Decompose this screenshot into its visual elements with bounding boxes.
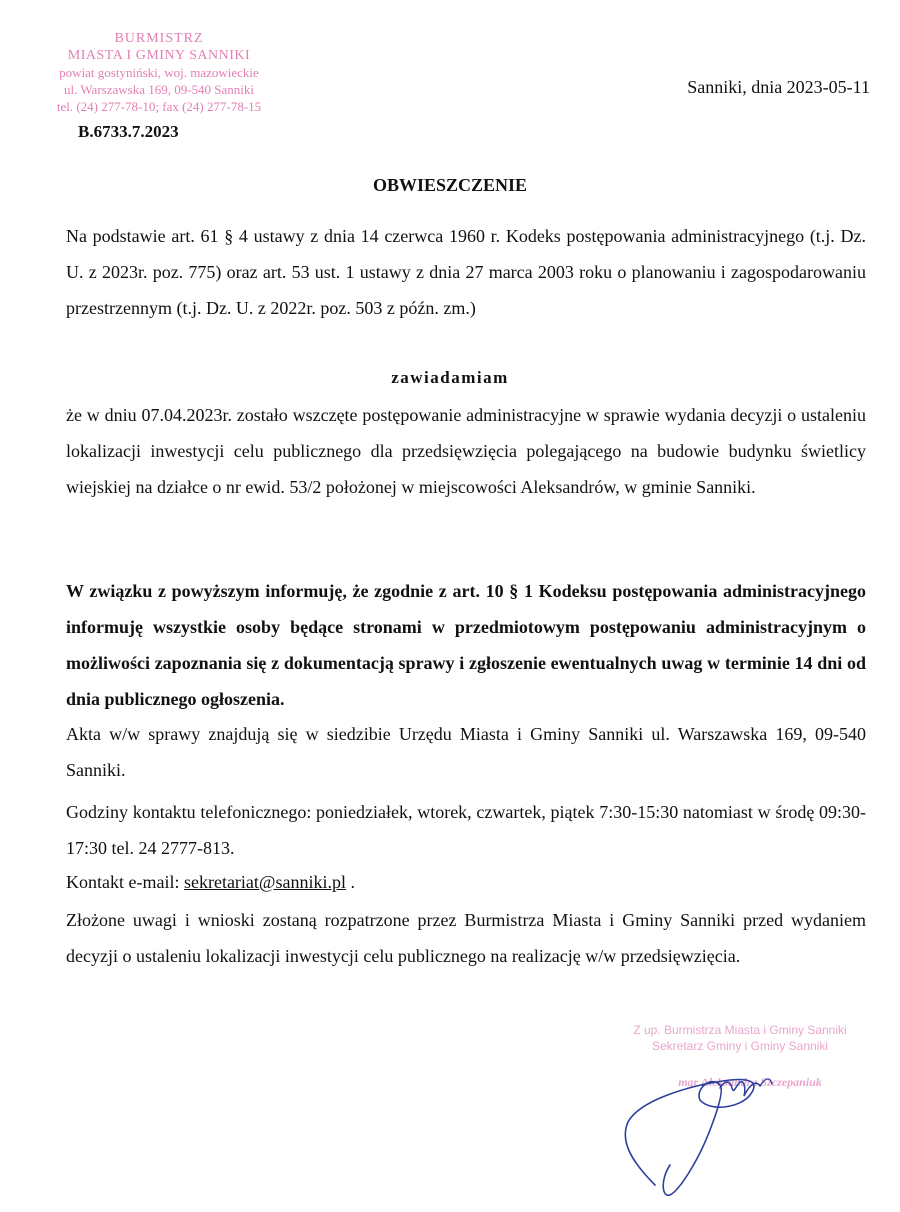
parties-info-paragraph: W związku z powyższym informuję, że zgodnie z art. 10 § 1 Kodeksu postępowania administracyjnego informuję wszystkie osoby będące stronami w przedmiotowym postępowaniu administracyjnym o możliwości zapoznania się z dokumentacją sprawy i zgłoszenie ewentualnych uwag w terminie 14 dni od dnia publicznego ogłoszenia. xyxy=(66,581,866,709)
handwritten-signature xyxy=(600,1040,860,1200)
email-trailing-dot: . xyxy=(350,872,355,892)
stamp-region: powiat gostyniński, woj. mazowieckie xyxy=(59,65,259,80)
stamp-phone: tel. (24) 277-78-10; fax (24) 277-78-15 xyxy=(56,99,262,114)
document-date: Sanniki, dnia 2023-05-11 xyxy=(687,77,870,97)
stamp-title: BURMISTRZ xyxy=(114,31,204,46)
signature-stamp-line1: Z up. Burmistrza Miasta i Gminy Sanniki xyxy=(633,1023,847,1037)
stamp-address: ul. Warszawska 169, 09-540 Sanniki xyxy=(63,82,255,97)
notify-heading: zawiadamiam xyxy=(391,368,509,387)
legal-basis-paragraph: Na podstawie art. 61 § 4 ustawy z dnia 14 czerwca 1960 r. Kodeks postępowania administracyjnego (t.j. Dz. U. z 2023r. poz. 775) oraz art. 53 ust. 1 ustawy z dnia 27 marca 2003 roku o planowaniu i zagospodarowaniu przestrzennym (t.j. Dz. U. z 2022r. poz. 503 z późn. zm.) xyxy=(66,226,866,318)
proceedings-paragraph: że w dniu 07.04.2023r. zostało wszczęte postępowanie administracyjne w sprawie wydania decyzji o ustaleniu lokalizacji inwestycji celu publicznego dla przedsięwzięcia polegającego na budowie budynku świetlicy wiejskiej na działce o nr ewid. 53/2 położonej w miejscowości Aleksandrów, w gminie Sanniki. xyxy=(66,405,866,497)
email-link[interactable]: sekretariat@sanniki.pl xyxy=(183,872,346,892)
contact-hours-paragraph: Godziny kontaktu telefonicznego: poniedziałek, wtorek, czwartek, piątek 7:30-15:30 natomiast w środę 09:30-17:30 tel. 24 2777-813. xyxy=(66,802,866,858)
signature-stamp-line2: Sekretarz Gminy i Gminy Sanniki xyxy=(651,1039,829,1053)
closing-paragraph: Złożone uwagi i wnioski zostaną rozpatrzone przez Burmistrza Miasta i Gminy Sanniki przed wydaniem decyzji o ustaleniu lokalizacji inwestycji celu publicznego na realizację w/w przedsięwzięcia. xyxy=(66,910,866,966)
email-contact-line xyxy=(66,865,866,899)
reference-number: B.6733.7.2023 xyxy=(78,122,179,141)
stamp-office: MIASTA I GMINY SANNIKI xyxy=(67,48,251,63)
email-label: Kontakt e-mail: xyxy=(66,872,180,892)
files-location-paragraph: Akta w/w sprawy znajdują się w siedzibie Urzędu Miasta i Gminy Sanniki ul. Warszawska 169, 09-540 Sanniki. xyxy=(66,724,866,780)
signatory-name: mgr Aleksandra Szczepaniuk xyxy=(678,1075,822,1089)
document-title: OBWIESZCZENIE xyxy=(372,175,528,195)
office-stamp xyxy=(14,30,304,115)
